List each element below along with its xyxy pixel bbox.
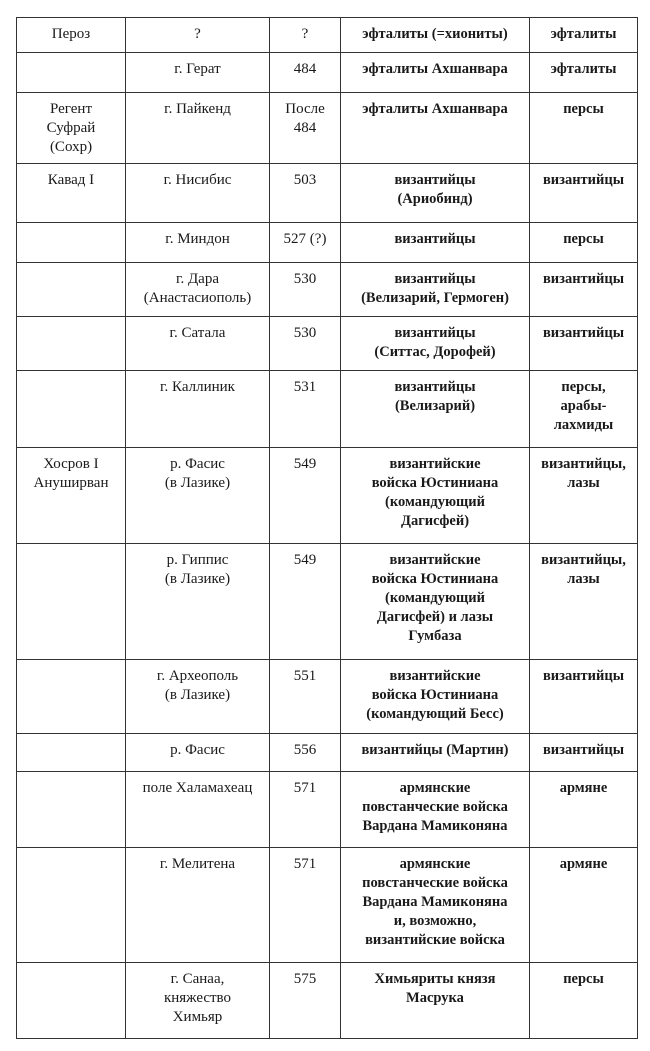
cell-year: 571 [270,772,341,848]
cell-place: ? [126,18,270,53]
cell-year: ? [270,18,341,53]
cell-winner: византийцы [530,164,638,223]
cell-year: 571 [270,848,341,963]
table-row [17,848,638,963]
cell-ruler [17,848,126,963]
table-row [17,734,638,772]
table-row [17,223,638,263]
cell-ruler [17,53,126,93]
cell-winner: византийцы [530,317,638,371]
cell-place: г. Санаа, княжество Химьяр [126,963,270,1039]
table-row [17,317,638,371]
cell-opponent: эфталиты (=хиониты) [341,18,530,53]
cell-winner: византийцы [530,734,638,772]
cell-year: 531 [270,371,341,448]
cell-ruler [17,317,126,371]
cell-winner: византийцы, лазы [530,448,638,544]
cell-winner: персы [530,93,638,164]
cell-ruler [17,772,126,848]
cell-ruler: Регент Суфрай (Сохр) [17,93,126,164]
table-row [17,448,638,544]
cell-opponent: византийцы (Велизарий) [341,371,530,448]
cell-ruler [17,263,126,317]
cell-place: г. Археополь (в Лазике) [126,660,270,734]
cell-year: 575 [270,963,341,1039]
table-row [17,772,638,848]
cell-opponent: эфталиты Ахшанвара [341,93,530,164]
cell-opponent: эфталиты Ахшанвара [341,53,530,93]
cell-place: г. Каллиник [126,371,270,448]
cell-ruler [17,660,126,734]
cell-place: г. Пайкенд [126,93,270,164]
cell-winner: персы, арабы- лахмиды [530,371,638,448]
table-row [17,164,638,223]
cell-place: г. Нисибис [126,164,270,223]
cell-opponent: византийцы (Ситтас, Дорофей) [341,317,530,371]
cell-winner: армяне [530,848,638,963]
cell-opponent: византийские войска Юстиниана (командующий Дагисфей) и лазы Гумбаза [341,544,530,660]
cell-opponent: византийцы (Велизарий, Гермоген) [341,263,530,317]
cell-year: 549 [270,448,341,544]
cell-winner: византийцы, лазы [530,544,638,660]
cell-year: 530 [270,317,341,371]
table-row [17,963,638,1039]
cell-place: г. Герат [126,53,270,93]
cell-winner: византийцы [530,263,638,317]
cell-place: г. Дара (Анастасиополь) [126,263,270,317]
table-row [17,263,638,317]
cell-place: г. Мелитена [126,848,270,963]
cell-ruler [17,223,126,263]
cell-place: поле Халамахеац [126,772,270,848]
cell-opponent: византийские войска Юстиниана (командующий Дагисфей) [341,448,530,544]
cell-year: 484 [270,53,341,93]
cell-opponent: армянские повстанческие войска Вардана Мамиконяна и, возможно, византийские войска [341,848,530,963]
cell-ruler [17,734,126,772]
cell-place: г. Миндон [126,223,270,263]
table-row [17,660,638,734]
cell-ruler [17,544,126,660]
cell-place: г. Сатала [126,317,270,371]
cell-place: р. Фасис (в Лазике) [126,448,270,544]
cell-year: 503 [270,164,341,223]
cell-year: 556 [270,734,341,772]
cell-winner: персы [530,963,638,1039]
cell-place: р. Гиппис (в Лазике) [126,544,270,660]
cell-ruler: Пероз [17,18,126,53]
cell-year: После 484 [270,93,341,164]
cell-year: 530 [270,263,341,317]
table-row [17,93,638,164]
cell-year: 527 (?) [270,223,341,263]
cell-winner: персы [530,223,638,263]
cell-opponent: византийцы [341,223,530,263]
cell-ruler: Хосров I Ануширван [17,448,126,544]
cell-winner: эфталиты [530,18,638,53]
cell-ruler [17,963,126,1039]
cell-winner: византийцы [530,660,638,734]
table-row [17,53,638,93]
battles-table [16,17,638,1039]
cell-opponent: византийцы (Ариобинд) [341,164,530,223]
cell-ruler: Кавад I [17,164,126,223]
cell-opponent: византийцы (Мартин) [341,734,530,772]
cell-winner: эфталиты [530,53,638,93]
table-row [17,544,638,660]
table-row [17,371,638,448]
cell-opponent: армянские повстанческие войска Вардана Мамиконяна [341,772,530,848]
cell-opponent: Химьяриты князя Масрука [341,963,530,1039]
table-row [17,18,638,53]
cell-year: 549 [270,544,341,660]
cell-opponent: византийские войска Юстиниана (командующий Бесс) [341,660,530,734]
cell-ruler [17,371,126,448]
cell-place: р. Фасис [126,734,270,772]
cell-winner: армяне [530,772,638,848]
cell-year: 551 [270,660,341,734]
